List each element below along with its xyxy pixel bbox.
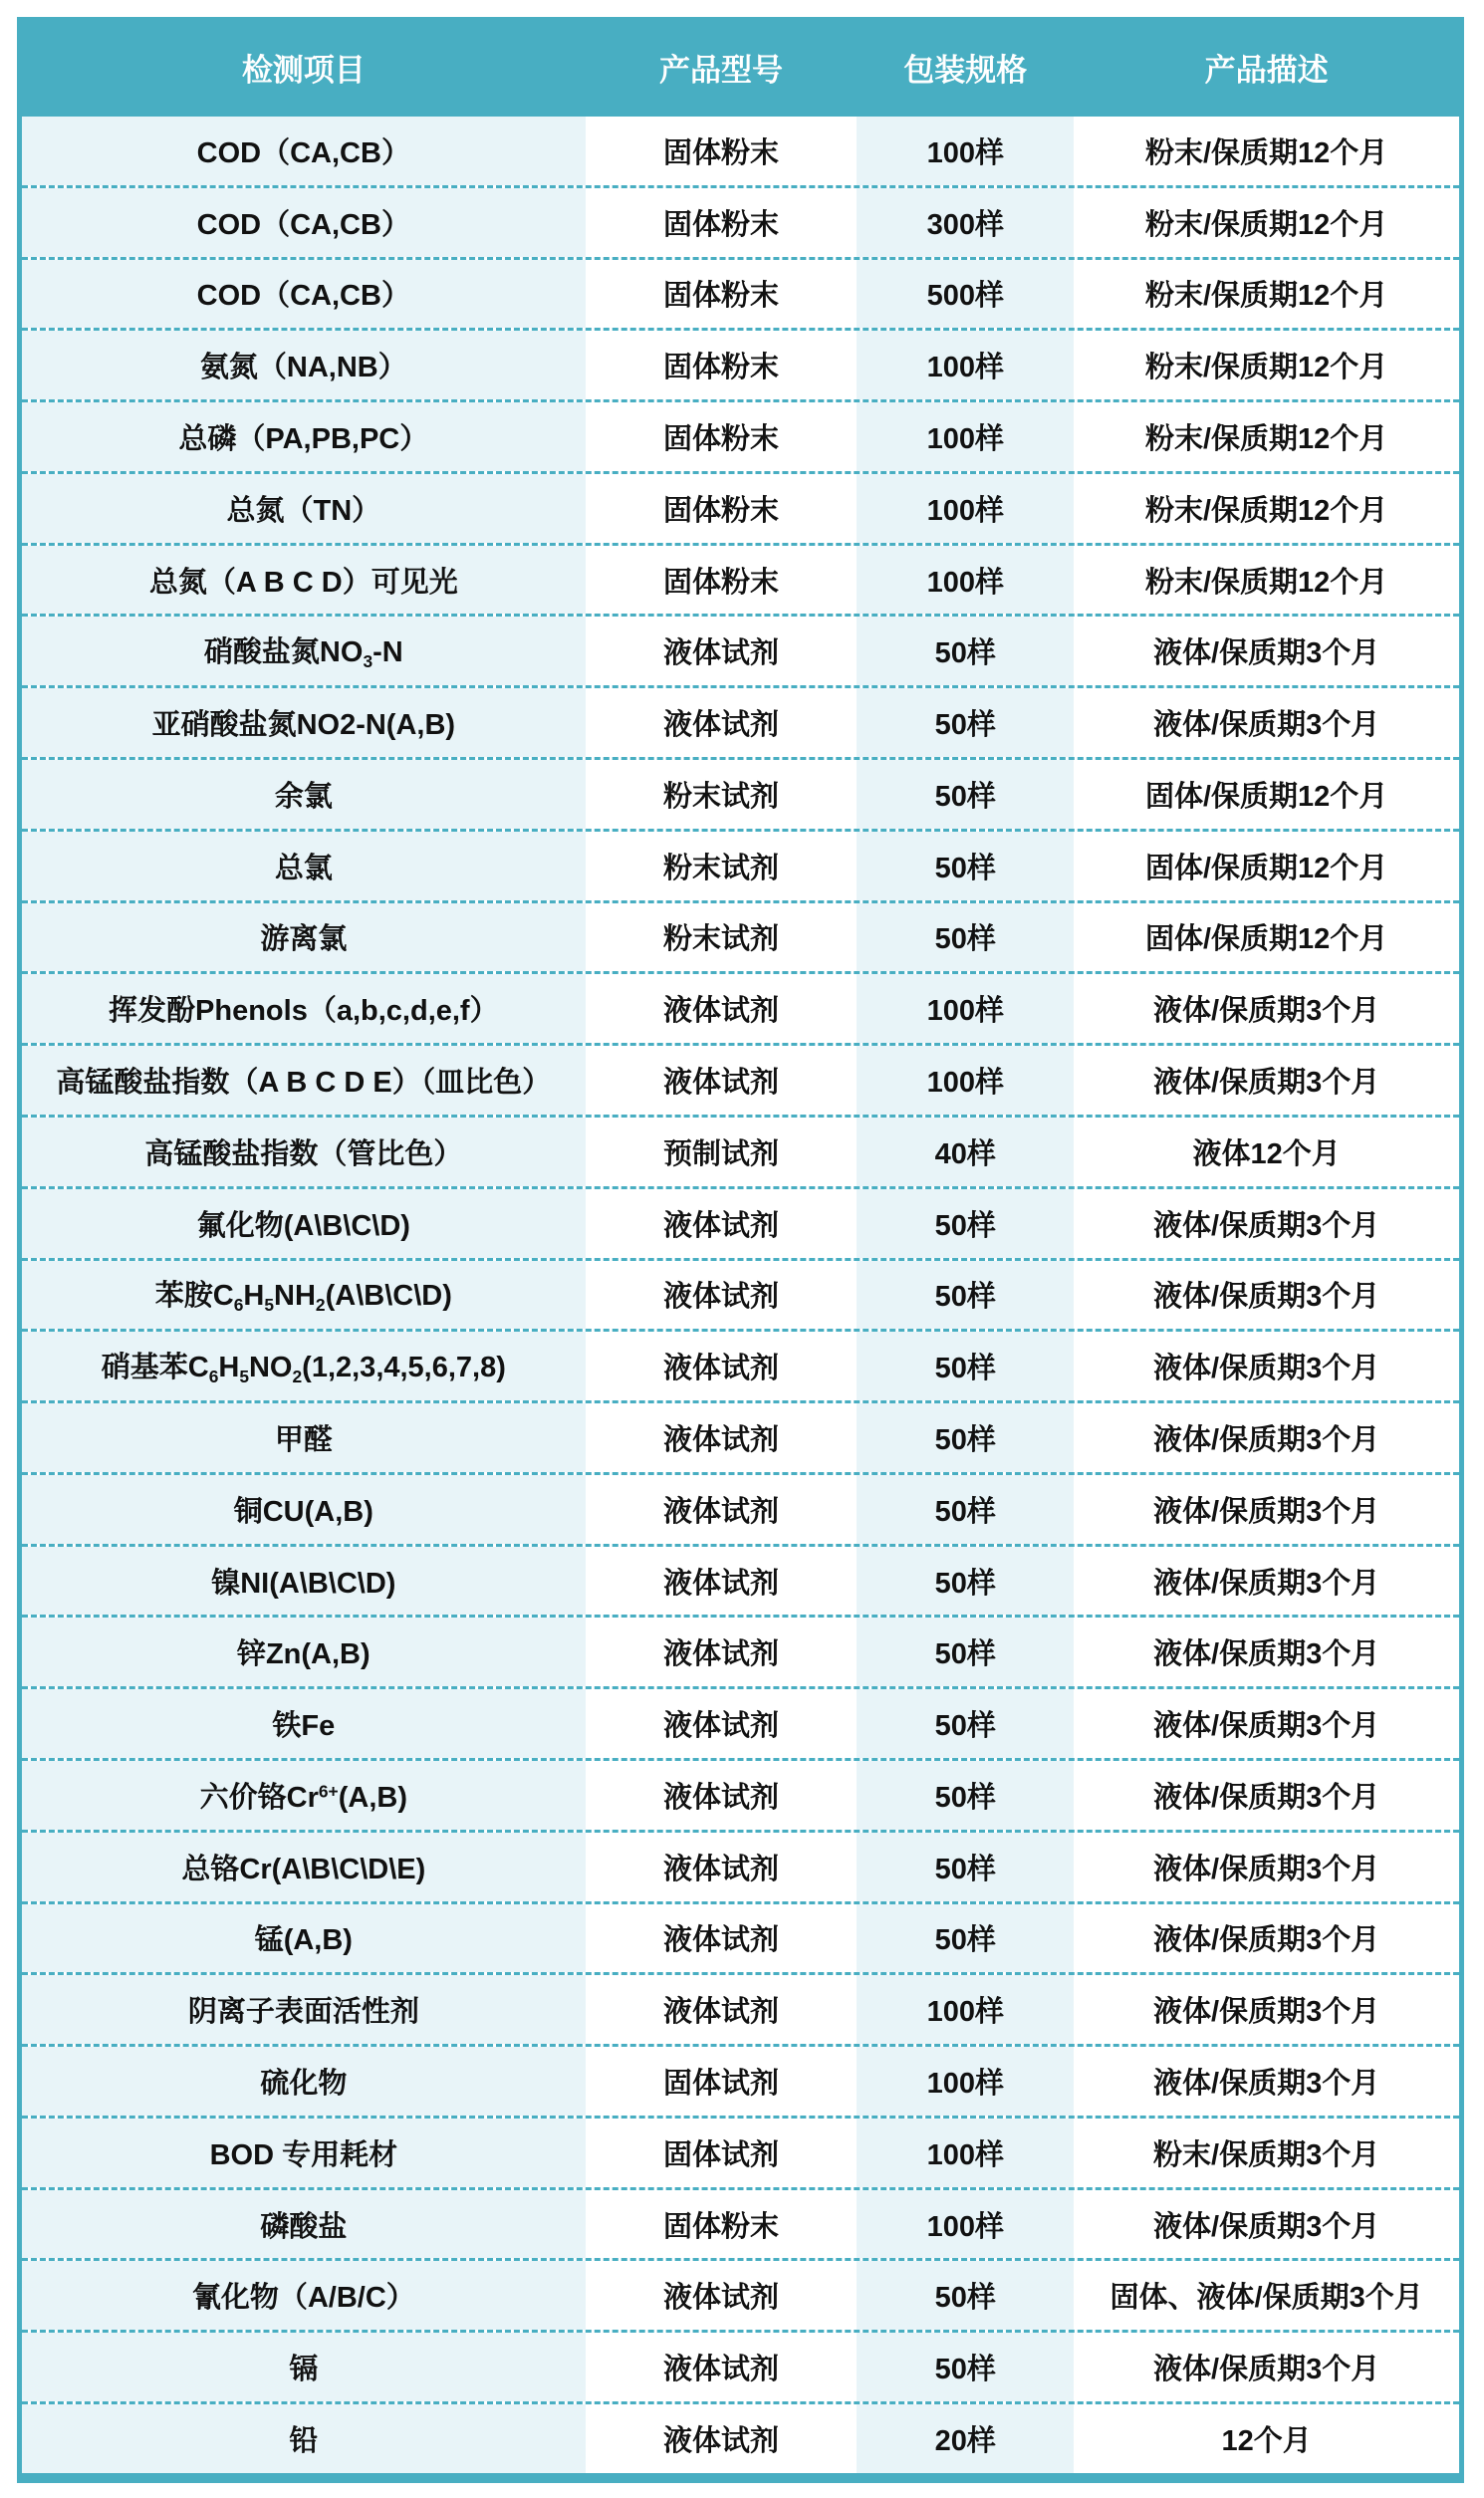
product-model-cell: 液体试剂 xyxy=(662,1067,779,1100)
test-item-label: 氟化物(A\B\C\D) xyxy=(196,1209,410,1242)
product-description-cell: 液体/保质期3个月 xyxy=(1153,1924,1380,1957)
test-item-label: 游离氯 xyxy=(260,923,348,956)
test-item-label: 硝基苯$C_6H_5NO_2(1,2,3,4,5,6,7,8)$ xyxy=(101,1352,506,1387)
test-item-label: 氰化物（A/B/C） xyxy=(191,2282,415,2315)
product-model-cell: 固体粉末 xyxy=(662,566,779,599)
test-item-cell xyxy=(22,1118,586,1186)
table-body xyxy=(22,117,1459,2473)
table-row xyxy=(22,1615,1459,1686)
package-spec-cell: 50样 xyxy=(857,1403,1074,1472)
test-item-cell xyxy=(22,1833,586,1901)
table-header-row xyxy=(22,17,1459,117)
table-row xyxy=(22,1400,1459,1472)
test-item-label: 余氯 xyxy=(274,780,333,813)
package-spec-cell: 100样 xyxy=(857,2190,1074,2259)
package-spec-cell: 100样 xyxy=(857,974,1074,1043)
package-spec-cell: 50样 xyxy=(857,1189,1074,1258)
test-item-cell xyxy=(22,688,586,757)
product-description-cell: 液体/保质期3个月 xyxy=(1153,1495,1380,1528)
test-item-label: 总氮（TN） xyxy=(226,494,381,527)
test-item-cell xyxy=(22,1475,586,1544)
test-item-label: 硫化物 xyxy=(260,2067,348,2100)
package-spec-cell: 50样 xyxy=(857,1475,1074,1544)
product-description-cell: 粉末/保质期3个月 xyxy=(1153,2138,1380,2171)
test-item-label: 铅 xyxy=(289,2424,319,2457)
package-spec-cell: 100样 xyxy=(857,1975,1074,2044)
test-item-label: 总氮（A B C D）可见光 xyxy=(148,566,458,599)
table-row xyxy=(22,2401,1459,2473)
column-header-product-model: 产品型号 xyxy=(659,52,783,88)
column-header-product-description: 产品描述 xyxy=(1204,52,1329,88)
product-model-cell: 液体试剂 xyxy=(662,995,779,1028)
test-item-label: COD（CA,CB） xyxy=(196,280,410,313)
product-model-cell: 粉末试剂 xyxy=(662,852,779,884)
product-description-cell: 粉末/保质期12个月 xyxy=(1144,280,1388,313)
table-row xyxy=(22,685,1459,757)
package-spec-cell: 50样 xyxy=(857,1833,1074,1901)
product-description-cell: 固体、液体/保质期3个月 xyxy=(1110,2282,1423,2315)
test-item-cell xyxy=(22,546,586,615)
product-description-cell: 液体/保质期3个月 xyxy=(1153,1281,1380,1314)
test-item-cell xyxy=(22,2190,586,2259)
product-model-cell: 液体试剂 xyxy=(662,1924,779,1957)
table-row xyxy=(22,1758,1459,1830)
product-description-cell: 粉末/保质期12个月 xyxy=(1144,136,1388,169)
product-model-cell: 液体试剂 xyxy=(662,1781,779,1814)
package-spec-cell: 50样 xyxy=(857,1332,1074,1400)
product-model-cell: 液体试剂 xyxy=(662,1638,779,1671)
product-description-cell: 液体/保质期3个月 xyxy=(1153,1996,1380,2029)
product-model-cell: 液体试剂 xyxy=(662,2354,779,2386)
test-item-label: 磷酸盐 xyxy=(260,2210,348,2243)
test-item-label: 总氯 xyxy=(274,852,333,884)
test-item-label: 高锰酸盐指数（A B C D E）（皿比色） xyxy=(56,1067,552,1100)
product-model-cell: 液体试剂 xyxy=(662,1996,779,2029)
product-model-cell: 液体试剂 xyxy=(662,1853,779,1885)
product-model-cell: 液体试剂 xyxy=(662,2282,779,2315)
package-spec-cell: 100样 xyxy=(857,117,1074,185)
package-spec-cell: 50样 xyxy=(857,1261,1074,1330)
table-row xyxy=(22,1544,1459,1616)
package-spec-cell: 300样 xyxy=(857,188,1074,257)
product-model-cell: 预制试剂 xyxy=(662,1137,779,1170)
product-model-cell: 固体粉末 xyxy=(662,136,779,169)
product-spec-table xyxy=(17,17,1464,2483)
test-item-cell xyxy=(22,2333,586,2401)
test-item-label: 铁Fe xyxy=(272,1710,336,1743)
table-row xyxy=(22,117,1459,185)
package-spec-cell: 50样 xyxy=(857,688,1074,757)
product-model-cell: 液体试剂 xyxy=(662,1567,779,1600)
package-spec-cell: 100样 xyxy=(857,474,1074,543)
product-description-cell: 液体12个月 xyxy=(1192,1137,1341,1170)
table-row xyxy=(22,543,1459,615)
product-description-cell: 12个月 xyxy=(1221,2424,1312,2457)
product-model-cell: 液体试剂 xyxy=(662,637,779,670)
package-spec-cell: 50样 xyxy=(857,2261,1074,2330)
product-description-cell: 液体/保质期3个月 xyxy=(1153,1423,1380,1456)
package-spec-cell: 100样 xyxy=(857,546,1074,615)
test-item-cell xyxy=(22,1403,586,1472)
product-description-cell: 液体/保质期3个月 xyxy=(1153,2210,1380,2243)
table-row xyxy=(22,829,1459,900)
product-model-cell: 液体试剂 xyxy=(662,1281,779,1314)
product-description-cell: 固体/保质期12个月 xyxy=(1144,852,1388,884)
test-item-cell xyxy=(22,617,586,685)
product-model-cell: 粉末试剂 xyxy=(662,923,779,956)
test-item-cell xyxy=(22,1975,586,2044)
product-description-cell: 粉末/保质期12个月 xyxy=(1144,423,1388,456)
table-row xyxy=(22,1258,1459,1330)
test-item-label: 苯胺$C_6H_5NH_2(A\backslash B\backslash C\backslash D)$ xyxy=(154,1280,452,1316)
product-model-cell: 固体粉末 xyxy=(662,494,779,527)
test-item-label: 硝酸盐氮$NO_3-N$ xyxy=(203,636,403,672)
table-row xyxy=(22,2330,1459,2401)
product-description-cell: 粉末/保质期12个月 xyxy=(1144,208,1388,241)
package-spec-cell: 50样 xyxy=(857,1761,1074,1830)
package-spec-cell: 50样 xyxy=(857,2333,1074,2401)
product-description-cell: 粉末/保质期12个月 xyxy=(1144,494,1388,527)
table-row xyxy=(22,471,1459,543)
package-spec-cell: 50样 xyxy=(857,617,1074,685)
table-row xyxy=(22,757,1459,829)
package-spec-cell: 100样 xyxy=(857,2119,1074,2187)
test-item-label: 镍NI(A\B\C\D) xyxy=(211,1567,396,1600)
test-item-label: BOD 专用耗材 xyxy=(209,2138,398,2171)
package-spec-cell: 100样 xyxy=(857,2047,1074,2116)
table-row xyxy=(22,1043,1459,1115)
test-item-label: COD（CA,CB） xyxy=(196,208,410,241)
test-item-cell xyxy=(22,2404,586,2473)
table-row xyxy=(22,257,1459,329)
test-item-cell xyxy=(22,1189,586,1258)
column-header-test-item: 检测项目 xyxy=(241,52,366,88)
package-spec-cell: 20样 xyxy=(857,2404,1074,2473)
test-item-cell xyxy=(22,117,586,185)
test-item-cell xyxy=(22,974,586,1043)
table-row xyxy=(22,614,1459,685)
test-item-cell xyxy=(22,1261,586,1330)
table-row xyxy=(22,1472,1459,1544)
table-row xyxy=(22,328,1459,399)
test-item-label: 高锰酸盐指数（管比色） xyxy=(144,1137,463,1170)
product-model-cell: 液体试剂 xyxy=(662,2424,779,2457)
package-spec-cell: 50样 xyxy=(857,832,1074,900)
test-item-label: 锰(A,B) xyxy=(254,1924,353,1957)
table-row xyxy=(22,2187,1459,2259)
test-item-cell xyxy=(22,2047,586,2116)
test-item-cell xyxy=(22,2261,586,2330)
product-description-cell: 液体/保质期3个月 xyxy=(1153,1710,1380,1743)
table-row xyxy=(22,1972,1459,2044)
table-row xyxy=(22,2116,1459,2187)
product-description-cell: 粉末/保质期12个月 xyxy=(1144,352,1388,384)
column-header-package-spec: 包装规格 xyxy=(903,52,1028,88)
test-item-cell xyxy=(22,903,586,972)
product-model-cell: 液体试剂 xyxy=(662,1710,779,1743)
test-item-cell xyxy=(22,260,586,329)
product-model-cell: 液体试剂 xyxy=(662,709,779,742)
test-item-cell xyxy=(22,1332,586,1400)
table-row xyxy=(22,900,1459,972)
product-description-cell: 液体/保质期3个月 xyxy=(1153,709,1380,742)
package-spec-cell: 100样 xyxy=(857,1046,1074,1115)
table-row xyxy=(22,2258,1459,2330)
test-item-cell xyxy=(22,1618,586,1686)
test-item-cell xyxy=(22,331,586,399)
table-row xyxy=(22,1830,1459,1901)
product-model-cell: 固体粉末 xyxy=(662,2210,779,2243)
product-description-cell: 液体/保质期3个月 xyxy=(1153,1067,1380,1100)
test-item-cell xyxy=(22,2119,586,2187)
table-row xyxy=(22,2044,1459,2116)
test-item-label: 铜CU(A,B) xyxy=(233,1495,373,1528)
test-item-label: 挥发酚Phenols（a,b,c,d,e,f） xyxy=(109,995,499,1028)
test-item-label: 阴离子表面活性剂 xyxy=(187,1996,419,2029)
test-item-cell xyxy=(22,1046,586,1115)
product-model-cell: 液体试剂 xyxy=(662,1353,779,1385)
product-description-cell: 液体/保质期3个月 xyxy=(1153,1209,1380,1242)
product-model-cell: 固体粉末 xyxy=(662,423,779,456)
product-description-cell: 液体/保质期3个月 xyxy=(1153,2067,1380,2100)
table-row xyxy=(22,1901,1459,1973)
product-description-cell: 液体/保质期3个月 xyxy=(1153,1853,1380,1885)
test-item-cell xyxy=(22,402,586,471)
test-item-label: 总铬Cr(A\B\C\D\E) xyxy=(181,1853,426,1885)
package-spec-cell: 40样 xyxy=(857,1118,1074,1186)
product-model-cell: 液体试剂 xyxy=(662,1423,779,1456)
product-model-cell: 固体粉末 xyxy=(662,352,779,384)
table-row xyxy=(22,971,1459,1043)
test-item-label: 甲醛 xyxy=(274,1423,333,1456)
package-spec-cell: 50样 xyxy=(857,1904,1074,1973)
product-description-cell: 液体/保质期3个月 xyxy=(1153,1353,1380,1385)
product-description-cell: 固体/保质期12个月 xyxy=(1144,780,1388,813)
product-model-cell: 液体试剂 xyxy=(662,1495,779,1528)
product-model-cell: 固体试剂 xyxy=(662,2138,779,2171)
test-item-cell xyxy=(22,188,586,257)
test-item-cell xyxy=(22,474,586,543)
product-description-cell: 粉末/保质期12个月 xyxy=(1144,566,1388,599)
package-spec-cell: 50样 xyxy=(857,760,1074,829)
product-description-cell: 液体/保质期3个月 xyxy=(1153,1781,1380,1814)
package-spec-cell: 50样 xyxy=(857,1547,1074,1616)
table-row xyxy=(22,399,1459,471)
product-description-cell: 液体/保质期3个月 xyxy=(1153,995,1380,1028)
test-item-cell xyxy=(22,832,586,900)
test-item-label: 锌Zn(A,B) xyxy=(236,1638,371,1671)
product-description-cell: 液体/保质期3个月 xyxy=(1153,1638,1380,1671)
product-model-cell: 粉末试剂 xyxy=(662,780,779,813)
test-item-label: 氨氮（NA,NB） xyxy=(199,352,407,384)
product-model-cell: 固体试剂 xyxy=(662,2067,779,2100)
product-model-cell: 固体粉末 xyxy=(662,208,779,241)
product-description-cell: 液体/保质期3个月 xyxy=(1153,1567,1380,1600)
table-row xyxy=(22,185,1459,257)
test-item-cell xyxy=(22,1904,586,1973)
package-spec-cell: 500样 xyxy=(857,260,1074,329)
package-spec-cell: 50样 xyxy=(857,1618,1074,1686)
test-item-cell xyxy=(22,760,586,829)
product-model-cell: 液体试剂 xyxy=(662,1209,779,1242)
package-spec-cell: 50样 xyxy=(857,1689,1074,1758)
test-item-label: COD（CA,CB） xyxy=(196,136,410,169)
product-description-cell: 液体/保质期3个月 xyxy=(1153,2354,1380,2386)
product-description-cell: 固体/保质期12个月 xyxy=(1144,923,1388,956)
test-item-label: 亚硝酸盐氮NO2-N(A,B) xyxy=(151,709,456,742)
table-row xyxy=(22,1186,1459,1258)
product-description-cell: 液体/保质期3个月 xyxy=(1153,637,1380,670)
table-row xyxy=(22,1686,1459,1758)
table-row xyxy=(22,1115,1459,1186)
test-item-cell xyxy=(22,1689,586,1758)
package-spec-cell: 50样 xyxy=(857,903,1074,972)
test-item-label: 六价铬$Cr^{6+}(A,B)$ xyxy=(199,1781,407,1814)
test-item-cell xyxy=(22,1547,586,1616)
table-row xyxy=(22,1329,1459,1400)
test-item-label: 总磷（PA,PB,PC） xyxy=(178,423,429,456)
test-item-label: 镉 xyxy=(289,2354,319,2386)
package-spec-cell: 100样 xyxy=(857,402,1074,471)
test-item-cell xyxy=(22,1761,586,1830)
package-spec-cell: 100样 xyxy=(857,331,1074,399)
product-model-cell: 固体粉末 xyxy=(662,280,779,313)
